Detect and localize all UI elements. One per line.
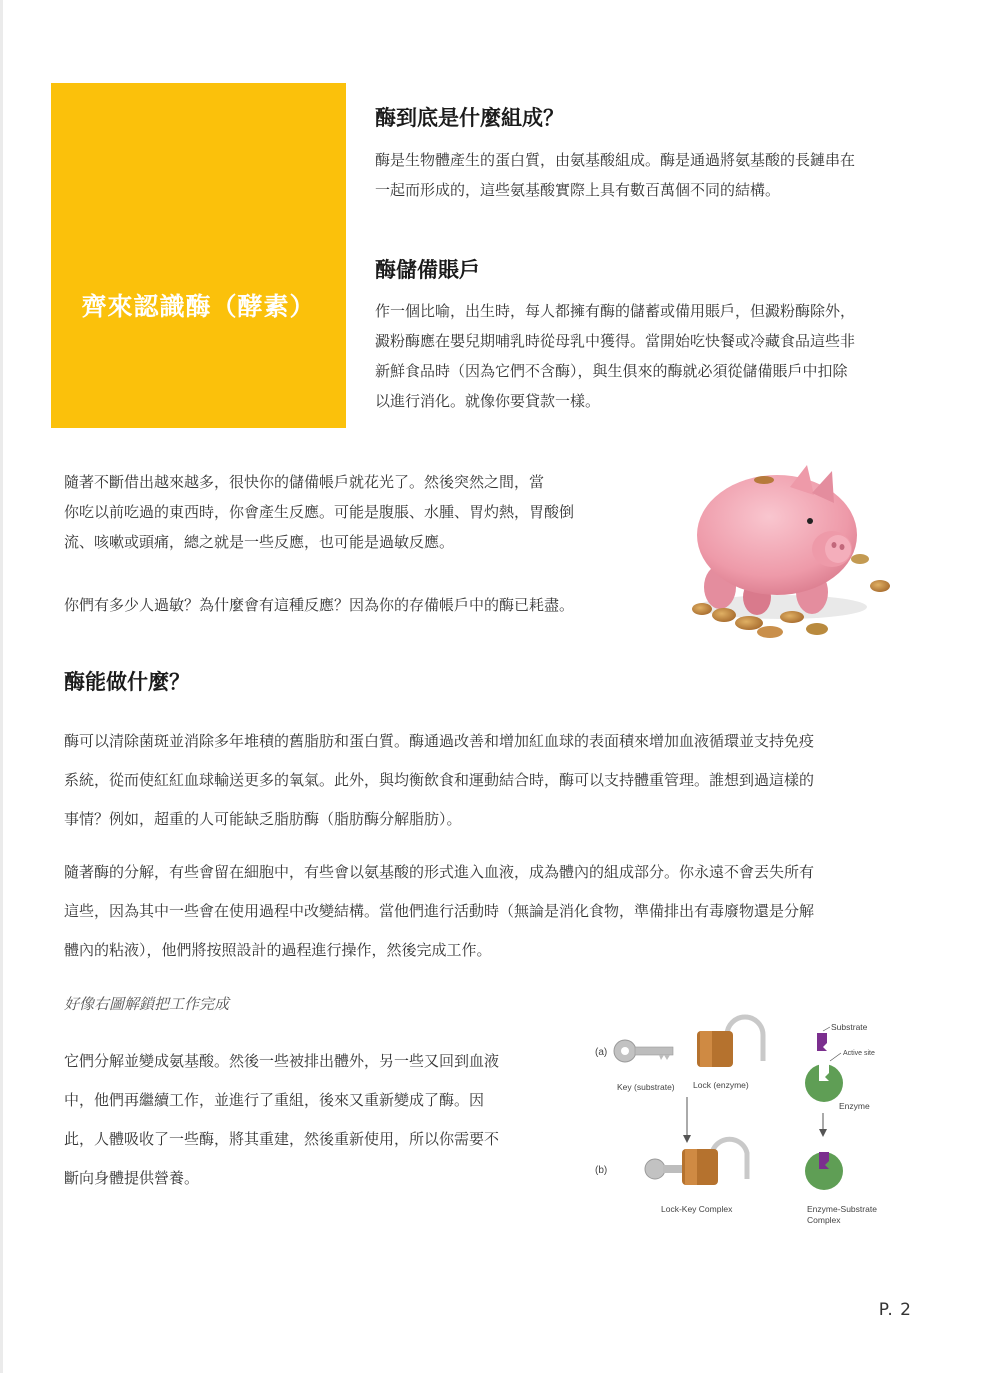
text-line: 以進行消化。就像你要貸款一樣。: [375, 392, 601, 410]
substrate-label: Substrate: [831, 1022, 868, 1032]
enzyme-breakdown-text: [64, 853, 924, 970]
text-line: 作一個比喻，出生時，每人都擁有酶的儲蓄或備用賬戶，但澱粉酶除外，: [375, 302, 856, 320]
reserve-text: [375, 296, 935, 416]
es-complex-label-2: Complex: [807, 1215, 841, 1225]
enzyme-substrate-complex-icon: [805, 1152, 843, 1190]
enzyme-label: Enzyme: [839, 1101, 870, 1111]
heading-reserve-account: 酶儲備賬戶: [375, 258, 480, 282]
piggy-bank-illustration: [662, 457, 952, 644]
heading-composition: 酶到底是什麼組成？: [375, 106, 564, 130]
enzyme-function-text: [64, 722, 924, 839]
text-line: 斷向身體提供營養。: [64, 1169, 200, 1187]
page-edge: [0, 0, 3, 1373]
substrate-icon: [817, 1033, 827, 1051]
text-line: 酶可以清除菌斑並消除多年堆積的舊脂肪和蛋白質。酶通過改善和增加紅血球的表面積來增加血液循環並支持免疫: [64, 732, 815, 750]
heading-what-enzymes-do: 酶能做什麼？: [64, 670, 190, 694]
label-a: (a): [595, 1047, 608, 1058]
text-line: 這些，因為其中一些會在使用過程中改變結構。當他們進行活動時（無論是消化食物，準備排出有毒廢物還是分解: [64, 902, 815, 920]
lock-key-svg: [587, 1013, 887, 1235]
text-line: 隨著酶的分解，有些會留在細胞中，有些會以氨基酸的形式進入血液，成為體內的組成部分。你永遠不會丟失所有: [64, 863, 815, 881]
lock-key-complex-label: Lock-Key Complex: [661, 1204, 733, 1214]
page-number: P. 2: [878, 1300, 912, 1320]
key-icon: [614, 1040, 673, 1062]
lock-label: Lock (enzyme): [693, 1080, 749, 1090]
text-line: 它們分解並變成氨基酸。然後一些被排出體外，另一些又回到血液: [64, 1052, 500, 1070]
diagram-caption: 好像右圖解鎖把工作完成: [64, 995, 230, 1013]
banner-title: 齊來認識酶（酵素）: [81, 292, 316, 321]
text-line: 你吃以前吃過的東西時，你會產生反應。可能是腹脹、水腫、胃灼熱，胃酸倒: [64, 503, 575, 521]
text-line: 中，他們再繼續工作，並進行了重組，後來又重新變成了酶。因: [64, 1091, 485, 1109]
text-line: 一起而形成的，這些氨基酸實際上具有數百萬個不同的結構。: [375, 181, 781, 199]
key-label: Key (substrate): [617, 1082, 675, 1092]
piggy-bank-image: [662, 457, 952, 644]
es-complex-label-1: Enzyme-Substrate: [807, 1204, 877, 1214]
text-line: 體內的粘液），他們將按照設計的過程進行操作，然後完成工作。: [64, 941, 492, 959]
enzyme-icon: [805, 1064, 843, 1102]
text-line: 隨著不斷借出越來越多，很快你的儲備帳戶就花光了。然後突然之間，當: [64, 473, 545, 491]
text-line: 澱粉酶應在嬰兒期哺乳時從母乳中獲得。當開始吃快餐或冷藏食品這些非: [375, 332, 856, 350]
allergy-question: 你們有多少人過敏？為什麼會有這種反應？因為你的存備帳戶中的酶已耗盡。: [64, 596, 575, 614]
depletion-text: [64, 467, 644, 557]
text-line: 流、咳嗽或頭痛，總之就是一些反應，也可能是過敏反應。: [64, 533, 455, 551]
text-line: 酶是生物體產生的蛋白質，由氨基酸組成。酶是通過將氨基酸的長鏈串在: [375, 151, 856, 169]
recycling-text: [64, 1042, 564, 1198]
lock-icon: [697, 1017, 763, 1067]
text-line: 系統，從而使紅紅血球輸送更多的氧氣。此外，與均衡飲食和運動結合時，酶可以支持體重管理。誰想到過這樣的: [64, 771, 815, 789]
lock-key-complex-icon: [645, 1139, 747, 1185]
text-line: 此，人體吸收了一些酶，將其重建，然後重新使用，所以你需要不: [64, 1130, 500, 1148]
text-line: 事情？例如，超重的人可能缺乏脂肪酶（脂肪酶分解脂肪）。: [64, 810, 462, 828]
composition-text: [375, 145, 935, 205]
text-line: 新鮮食品時（因為它們不含酶），與生俱來的酶就必須從儲備賬戶中扣除: [375, 362, 848, 380]
lock-key-diagram: [587, 1013, 887, 1235]
title-banner: [51, 83, 346, 428]
label-b: (b): [595, 1165, 608, 1176]
active-site-label: Active site: [843, 1050, 875, 1057]
